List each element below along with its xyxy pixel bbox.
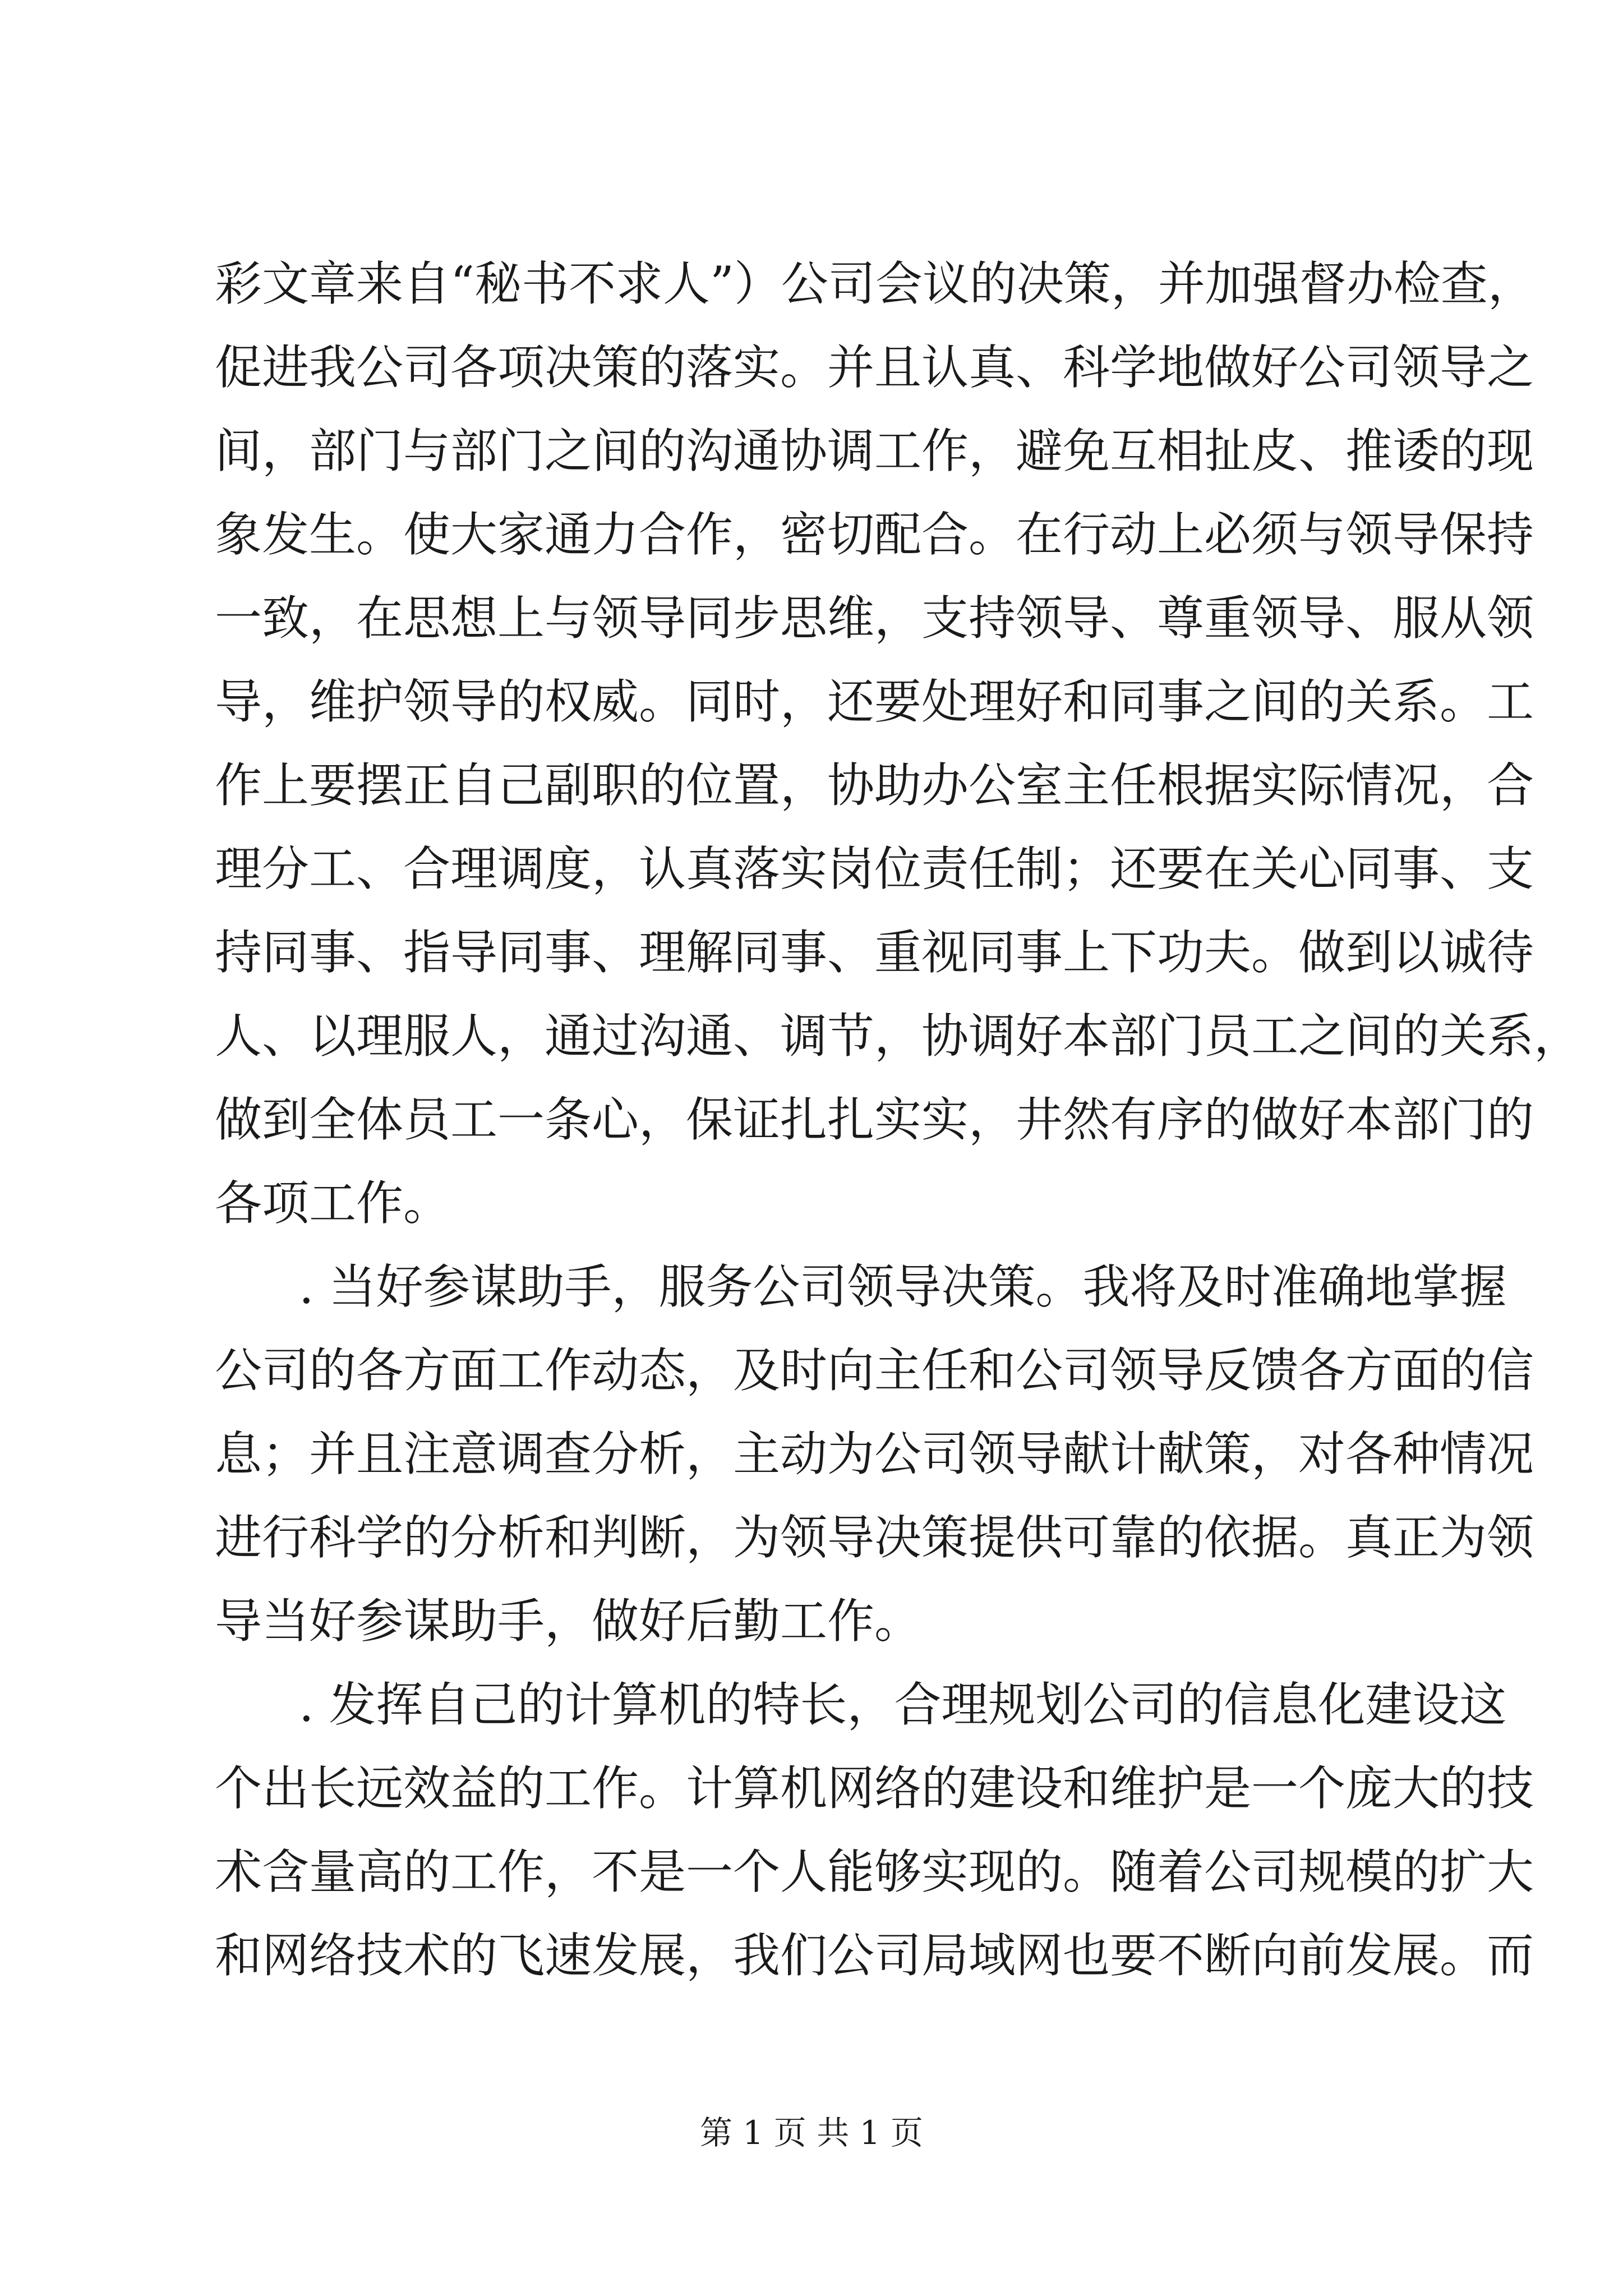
text-line: 象发生。使大家通力合作，密切配合。在行动上必须与领导保持 [215, 507, 1534, 562]
text-line: 促进我公司各项决策的落实。并且认真、科学地做好公司领导之 [215, 340, 1534, 395]
text-line: 间，部门与部门之间的沟通协调工作，避免互相扯皮、推诿的现 [215, 424, 1534, 478]
text-line: 公司的各方面工作动态，及时向主任和公司领导反馈各方面的信 [215, 1343, 1534, 1398]
text-line: 作上要摆正自己副职的位置，协助办公室主任根据实际情况，合 [215, 758, 1534, 813]
text-line: 个出长远效益的工作。计算机网络的建设和维护是一个庞大的技 [215, 1761, 1534, 1816]
text-line: 彩文章来自“秘书不求人”）公司会议的决策，并加强督办检查， [215, 256, 1535, 311]
text-line: 理分工、合理调度，认真落实岗位责任制；还要在关心同事、支 [215, 841, 1534, 896]
page-number: 第 1 页 共 1 页 [700, 2114, 923, 2152]
text-line: 人、以理服人，通过沟通、调节，协调好本部门员工之间的关系， [215, 1009, 1581, 1064]
text-line: 进行科学的分析和判断，为领导决策提供可靠的依据。真正为领 [215, 1510, 1534, 1565]
text-line: 持同事、指导同事、理解同事、重视同事上下功夫。做到以诚待 [215, 925, 1534, 980]
text-line: 导，维护领导的权威。同时，还要处理好和同事之间的关系。工 [215, 674, 1534, 729]
page-footer [0, 2110, 1623, 2155]
text-line: 导当好参谋助手，做好后勤工作。 [215, 1594, 922, 1649]
text-line: . 当好参谋助手，服务公司领导决策。我将及时准确地掌握 [299, 1259, 1507, 1314]
text-line: . 发挥自己的计算机的特长，合理规划公司的信息化建设这 [299, 1677, 1507, 1732]
body-text [215, 242, 1581, 1998]
text-line: 息；并且注意调查分析，主动为公司领导献计献策，对各种情况 [215, 1427, 1534, 1481]
text-line: 术含量高的工作，不是一个人能够实现的。随着公司规模的扩大 [215, 1844, 1534, 1899]
text-line: 和网络技术的飞速发展，我们公司局域网也要不断向前发展。而 [215, 1928, 1534, 1983]
text-line: 一致，在思想上与领导同步思维，支持领导、尊重领导、服从领 [215, 591, 1534, 646]
text-line: 做到全体员工一条心，保证扎扎实实，井然有序的做好本部门的 [215, 1092, 1534, 1147]
text-line: 各项工作。 [215, 1176, 451, 1231]
